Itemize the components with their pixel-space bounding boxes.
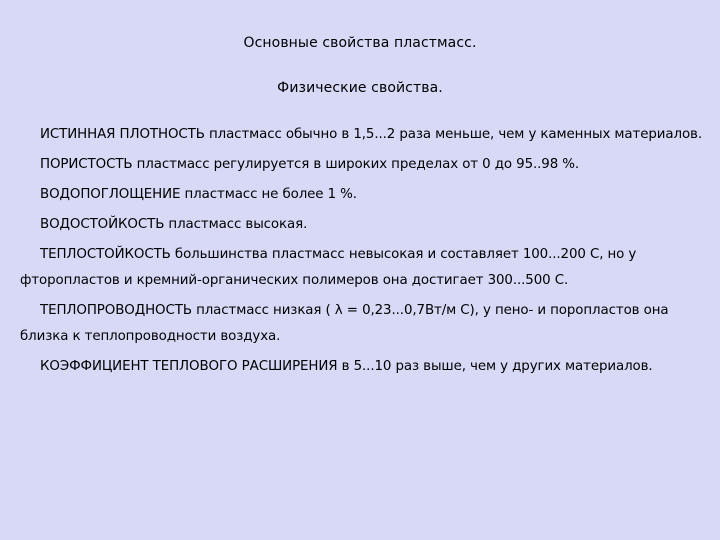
slide-body	[20, 122, 702, 384]
slide-title: Основные свойства пластмасс.	[243, 35, 477, 51]
slide-subtitle: Физические свойства.	[277, 80, 443, 96]
paragraph-porosity: ПОРИСТОСТЬ пластмасс регулируется в широких пределах от 0 до 95..98 %.	[40, 157, 580, 172]
paragraph-water-resistance: ВОДОСТОЙКОСТЬ пластмасс высокая.	[40, 217, 308, 232]
paragraph-water-absorption: ВОДОПОГЛОЩЕНИЕ пластмасс не более 1 %.	[40, 187, 357, 202]
paragraph-true-density: ИСТИННАЯ ПЛОТНОСТЬ пластмасс обычно в 1,5...2 раза меньше, чем у каменных материалов.	[40, 127, 702, 142]
paragraph-heat-resistance: ТЕПЛОСТОЙКОСТЬ большинства пластмасс невысокая и составляет 100...200 С, но у фторопластов и кремний-органических полимеров она достигает 300...500 С.	[20, 247, 637, 288]
paragraph-thermal-expansion: КОЭФФИЦИЕНТ ТЕПЛОВОГО РАСШИРЕНИЯ в 5...10 раз выше, чем у других материалов.	[40, 359, 653, 374]
paragraph-thermal-conductivity: ТЕПЛОПРОВОДНОСТЬ пластмасс низкая ( λ = 0,23...0,7Вт/м С), у пено- и поропластов она близка к теплопроводности воздуха.	[20, 303, 669, 344]
